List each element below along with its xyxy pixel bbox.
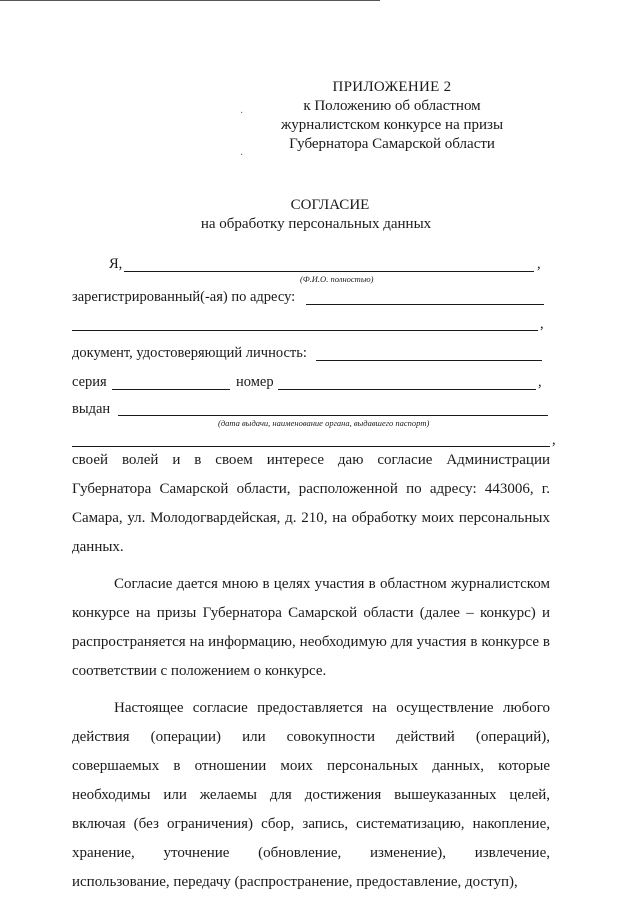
document-title — [0, 196, 640, 234]
appendix-header — [242, 78, 542, 154]
series-label: серия — [72, 374, 107, 390]
identity-document-field[interactable] — [316, 360, 542, 361]
registered-address-label: зарегистрированный(-ая) по адресу: — [72, 289, 296, 305]
scan-edge-line — [0, 0, 380, 1]
comma: , — [537, 256, 541, 272]
address-field-line-1[interactable] — [306, 304, 544, 305]
series-field[interactable] — [112, 389, 230, 390]
full-name-caption: (Ф.И.О. полностью) — [300, 274, 374, 284]
issued-by-field-line-1[interactable] — [118, 415, 548, 416]
consent-paragraph-2: Согласие дается мною в целях участия в областном журналистском конкурсе на призы Губернатора Самарской области (далее – конкурс) и распространяется на информацию, необходимую для участия в конкурсе в соответствии с положением о конкурсе. — [72, 576, 550, 679]
consent-paragraph-3: Настоящее согласие предоставляется на осуществление любого действия (операции) или совокупности действий (операций), совершаемых в отношении моих персональных данных, которые необходимы или желаемы для достижения вышеуказанных целей, включая (без ограничения) сбор, запись, систематизацию, накопление, хранение, уточнение (обновление, изменение), извлечение, использование, передачу (распространение, предоставление, доступ), — [72, 700, 550, 890]
scan-speck: · — [240, 108, 244, 119]
appendix-line-4: Губернатора Самарской области — [289, 136, 495, 152]
consent-paragraph-1: своей волей и в своем интересе даю согласие Администрации Губернатора Самарской области, расположенной по адресу: 443006, г. Самара, ул. Молодогвардейская, д. 210, на обработку моих персональных данных. — [72, 452, 550, 555]
appendix-title: ПРИЛОЖЕНИЕ 2 — [332, 79, 452, 95]
comma: , — [538, 374, 542, 390]
issued-by-caption: (дата выдачи, наименование органа, выдавшего паспорт) — [218, 418, 430, 428]
comma: , — [540, 316, 544, 332]
full-name-field[interactable] — [124, 271, 534, 272]
i-label: Я, — [109, 256, 123, 272]
number-label: номер — [236, 374, 274, 390]
title-consent: СОГЛАСИЕ — [290, 197, 370, 213]
identity-document-label: документ, удостоверяющий личность: — [72, 345, 307, 361]
comma: , — [552, 432, 556, 448]
issued-by-label: выдан — [72, 401, 111, 417]
title-subject: на обработку персональных данных — [200, 216, 432, 232]
address-field-line-2[interactable] — [72, 330, 538, 331]
appendix-line-2: к Положению об областном — [303, 98, 481, 114]
appendix-line-3: журналистском конкурсе на призы — [280, 117, 504, 133]
number-field[interactable] — [278, 389, 536, 390]
scan-speck: · — [240, 150, 244, 161]
consent-body — [72, 446, 550, 897]
